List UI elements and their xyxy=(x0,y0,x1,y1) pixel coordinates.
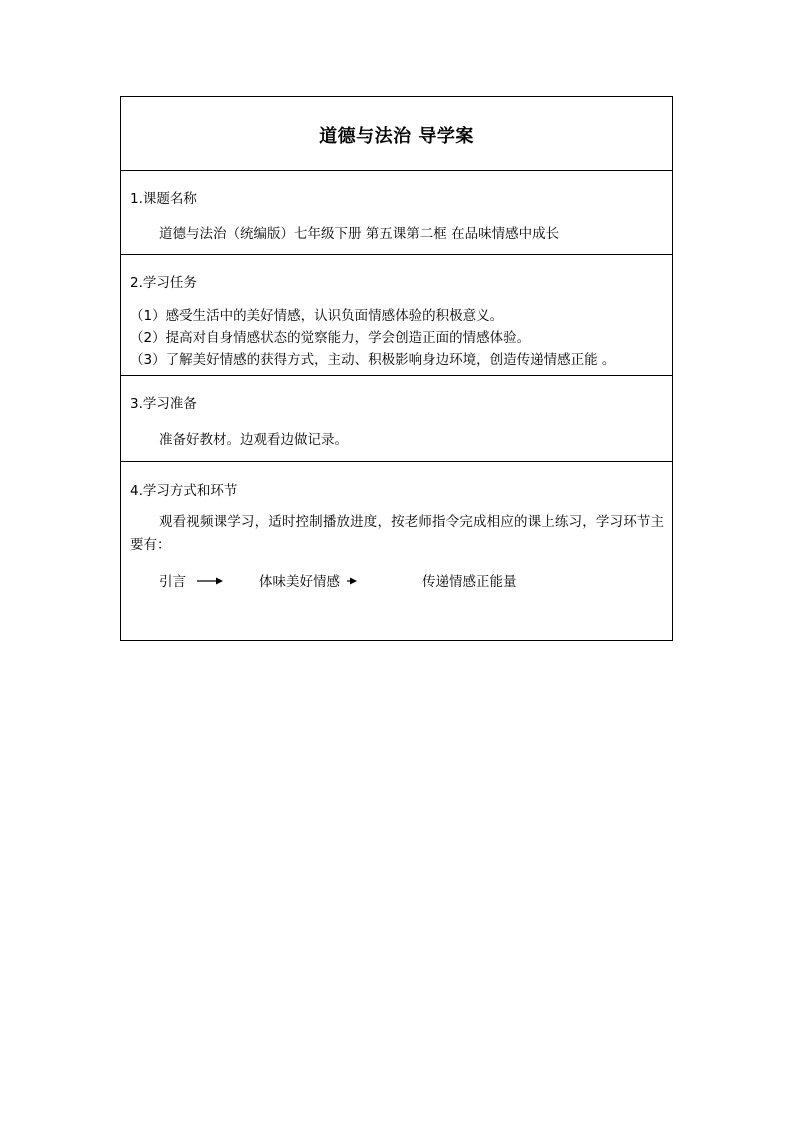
learning-flow xyxy=(121,571,672,593)
title-row xyxy=(121,97,672,170)
list-item: （3）了解美好情感的获得方式，主动、积极影响身边环境，创造传递情感正能 。 xyxy=(130,352,616,368)
preparation-text: 准备好教材。边观看边做记录。 xyxy=(159,432,348,448)
flow-step-convey: 传递情感正能量 xyxy=(422,574,517,590)
study-guide-table xyxy=(120,96,673,641)
section-heading: 3.学习准备 xyxy=(130,396,197,412)
section-preparation xyxy=(121,375,672,461)
course-name-text: 道德与法治（统编版）七年级下册 第五课第二框 在品味情感中成长 xyxy=(159,226,560,242)
section-heading: 1.课题名称 xyxy=(130,191,197,207)
section-heading: 2.学习任务 xyxy=(130,275,197,291)
section-learning-tasks xyxy=(121,254,672,375)
arrow-right-icon xyxy=(197,576,223,586)
list-item: （1）感受生活中的美好情感，认识负面情感体验的积极意义。 xyxy=(130,308,504,324)
flow-step-intro: 引言 xyxy=(159,574,186,590)
section-course-name xyxy=(121,170,672,254)
method-paragraph: 观看视频课学习，适时控制播放进度，按老师指令完成相应的课上练习，学习环节主要有： xyxy=(130,514,664,553)
section-heading: 4.学习方式和环节 xyxy=(130,483,238,499)
list-item: （2）提高对自身情感状态的觉察能力，学会创造正面的情感体验。 xyxy=(130,330,531,346)
page-title: 道德与法治 导学案 xyxy=(319,126,474,147)
flow-step-experience: 体味美好情感 xyxy=(259,574,340,590)
section-learning-method xyxy=(121,461,672,640)
task-list xyxy=(130,305,615,371)
arrow-right-icon xyxy=(347,576,357,586)
